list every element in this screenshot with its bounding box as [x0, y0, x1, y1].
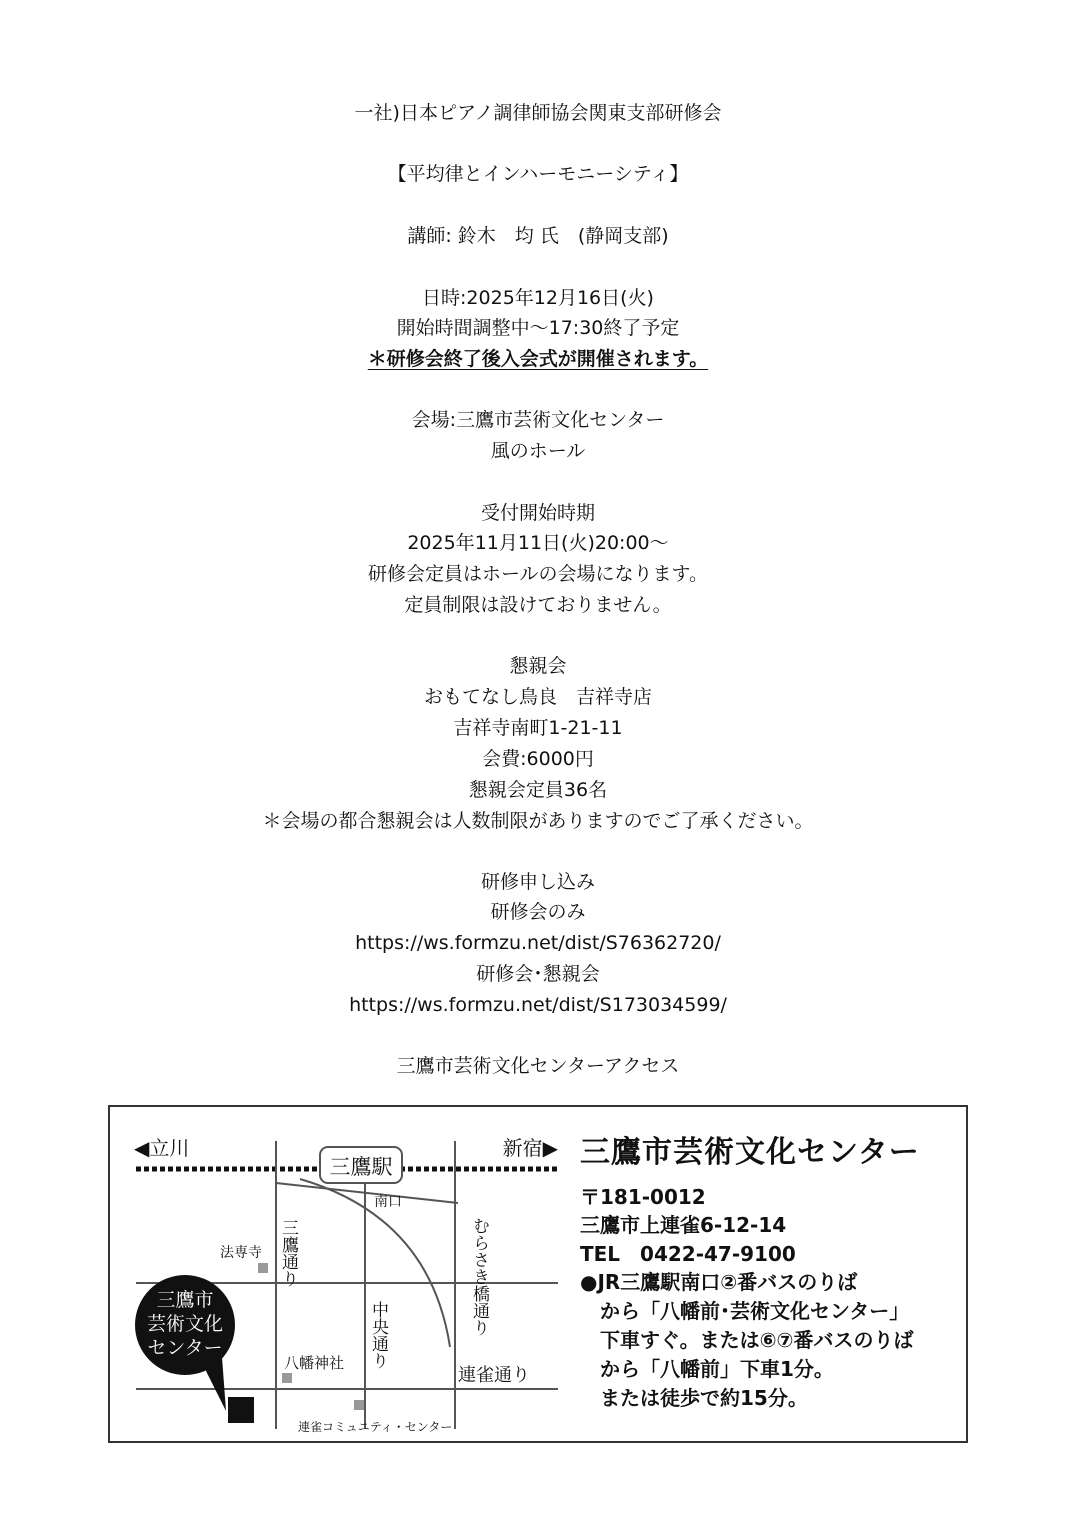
admission-notice: ＊研修会終了後入会式が開催されます。 [367, 348, 709, 370]
murasaki-street-label: むらさき橋通り [469, 1217, 489, 1336]
bus-line-1: ●JR三鷹駅南口②番バスのりば [580, 1270, 858, 1294]
station-label: 三鷹駅 [329, 1155, 393, 1179]
south-exit-label: 南口 [374, 1194, 402, 1210]
date-line: 日時:2025年12月16日(火) [422, 287, 654, 309]
party-note: ＊会場の都合懇親会は人数制限がありますのでご了承ください。 [262, 810, 814, 832]
hosenji-label: 法専寺 [220, 1245, 262, 1261]
renjaku-street-label: 連雀通り [458, 1365, 530, 1386]
bus-line-3: 下車すぐ。または⑥⑦番バスのりば [580, 1328, 914, 1352]
community-marker [354, 1400, 364, 1410]
seminar-party-link[interactable]: https://ws.formzu.net/dist/S173034599/ [349, 994, 727, 1016]
capacity-note: 研修会定員はホールの会場になります。 [367, 563, 709, 585]
bus-line-2: から「八幡前･芸術文化センター」 [580, 1299, 910, 1323]
hall-line: 風のホール [490, 440, 586, 462]
bus-line-4: から「八幡前」下車1分。 [580, 1357, 834, 1381]
seminar-party-label: 研修会･懇親会 [476, 963, 600, 985]
hachiman-label: 八幡神社 [284, 1354, 345, 1372]
mitaka-street-label: 三鷹通り [278, 1219, 298, 1287]
party-address: 吉祥寺南町1-21-11 [453, 717, 623, 739]
access-heading: 三鷹市芸術文化センターアクセス [396, 1055, 680, 1077]
bubble-line-3: センター [147, 1337, 223, 1359]
access-map-box [108, 1105, 968, 1443]
seminar-title: 【平均律とインハーモニーシティ】 [387, 163, 689, 185]
center-address: 三鷹市上連雀6-12-14 [580, 1213, 787, 1237]
hosenji-marker [258, 1263, 268, 1273]
west-direction-label: ◀立川 [134, 1136, 190, 1160]
center-tel: TEL 0422-47-9100 [580, 1242, 796, 1266]
party-fee: 会費:6000円 [482, 748, 594, 770]
hachiman-marker [282, 1373, 292, 1383]
reception-start: 2025年11月11日(火)20:00〜 [407, 532, 669, 554]
reception-heading: 受付開始時期 [480, 502, 595, 524]
seminar-only-link[interactable]: https://ws.formzu.net/dist/S76362720/ [355, 932, 721, 954]
east-direction-label: 新宿▶ [502, 1136, 558, 1160]
organizer-line: 一社)日本ピアノ調律師協会関東支部研修会 [354, 102, 722, 124]
center-name-title: 三鷹市芸術文化センター [580, 1135, 920, 1170]
notice-wrap [0, 346, 1076, 372]
south-route-line [276, 1183, 458, 1203]
application-heading: 研修申し込み [480, 871, 595, 893]
seminar-only-label: 研修会のみ [490, 901, 586, 923]
chuo-street-label: 中央通り [368, 1301, 388, 1369]
community-label: 連雀コミュニティ・センター [298, 1420, 453, 1434]
lecturer-line: 講師: 鈴木 均 氏 (静岡支部) [407, 225, 669, 247]
party-heading: 懇親会 [509, 655, 567, 677]
party-capacity: 懇親会定員36名 [468, 779, 608, 801]
party-place: おもてなし鳥良 吉祥寺店 [423, 686, 652, 708]
walk-line: または徒歩で約15分。 [580, 1386, 808, 1410]
center-zip: 〒181-0012 [580, 1185, 706, 1209]
bubble-line-1: 三鷹市 [156, 1289, 214, 1311]
center-location-marker [228, 1397, 254, 1423]
limit-note: 定員制限は設けておりません。 [404, 594, 672, 616]
access-map [110, 1107, 570, 1441]
venue-line: 会場:三鷹市芸術文化センター [411, 409, 665, 431]
time-line: 開始時間調整中〜17:30終了予定 [396, 317, 680, 339]
bubble-line-2: 芸術文化 [146, 1313, 224, 1335]
